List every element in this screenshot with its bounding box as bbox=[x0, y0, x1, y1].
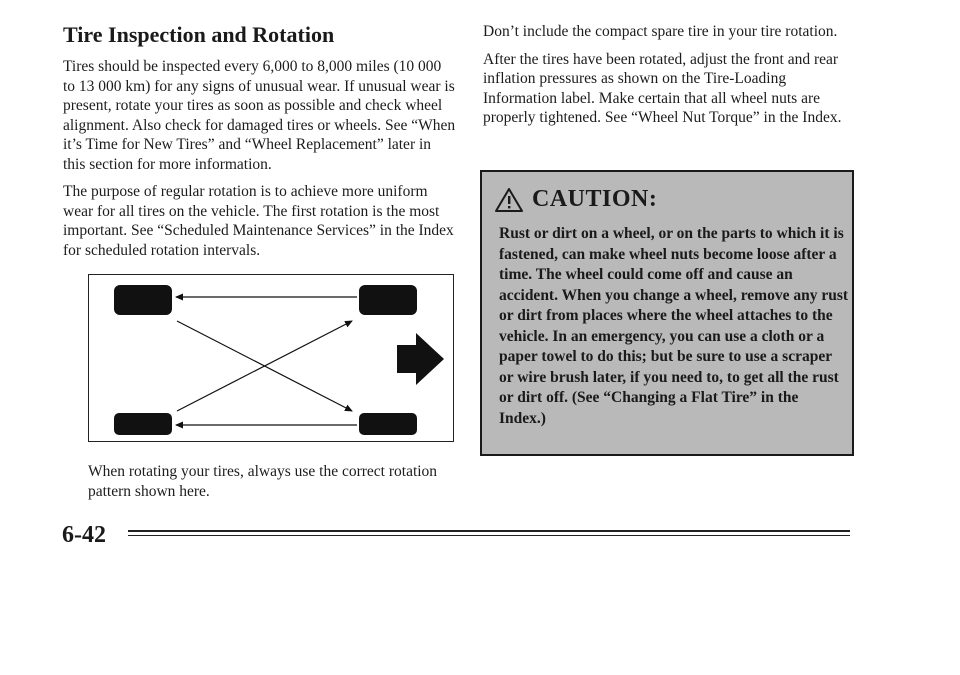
page-number: 6-42 bbox=[62, 522, 106, 548]
left-column bbox=[63, 22, 457, 260]
caution-box bbox=[480, 170, 854, 456]
caution-title: CAUTION: bbox=[532, 186, 658, 212]
right-column bbox=[483, 22, 855, 128]
spare-tire-paragraph: Don’t include the compact spare tire in your tire rotation. bbox=[483, 23, 838, 40]
forward-arrow-icon bbox=[397, 333, 444, 385]
front-left-tire-icon bbox=[114, 285, 172, 315]
rotation-pattern-graphic bbox=[89, 275, 452, 440]
diagram-caption: When rotating your tires, always use the correct rotation pattern shown here. bbox=[88, 463, 438, 500]
caution-header bbox=[494, 186, 657, 213]
inspection-paragraph: Tires should be inspected every 6,000 to 8,000 miles (10 000 to 13 000 km) for any signs of unusual wear. If unusual wear is present, rotate your tires as soon as possible and check wheel alignment. Also check for damaged tires or wheels. See “When it’s Time for New Tires” and “Wheel Replacement” later in this section for more information. bbox=[63, 58, 456, 173]
front-right-tire-icon bbox=[359, 285, 417, 315]
section-title: Tire Inspection and Rotation bbox=[63, 22, 335, 47]
caution-text: Rust or dirt on a wheel, or on the parts to which it is fastened, can make wheel nuts become loose after a time. The wheel could come off and cause an accident. When you change a wheel, remove any rust or dirt from places where the wheel attaches to the vehicle. In an emergency, you can use a cloth or a paper towel to do this; but be sure to use a scraper or wire brush later, if you need to, to get all the rust or dirt off. (See “Changing a Flat Tire” in the Index.) bbox=[499, 225, 849, 427]
rotation-purpose-paragraph: The purpose of regular rotation is to achieve more uniform wear for all tires on the vehicle. The first rotation is the most important. See “Scheduled Maintenance Services” in the Index for scheduled rotation intervals. bbox=[63, 183, 454, 259]
inflation-paragraph: After the tires have been rotated, adjust the front and rear inflation pressures as shown on the Tire-Loading Information label. Make certain that all wheel nuts are properly tightened. See “Wheel Nut Torque” in the Index. bbox=[483, 50, 842, 126]
footer-double-rule bbox=[128, 530, 850, 536]
warning-triangle-icon bbox=[494, 187, 524, 213]
tire-rotation-diagram bbox=[88, 274, 454, 442]
rear-left-tire-icon bbox=[114, 413, 172, 435]
rear-right-tire-icon bbox=[359, 413, 417, 435]
